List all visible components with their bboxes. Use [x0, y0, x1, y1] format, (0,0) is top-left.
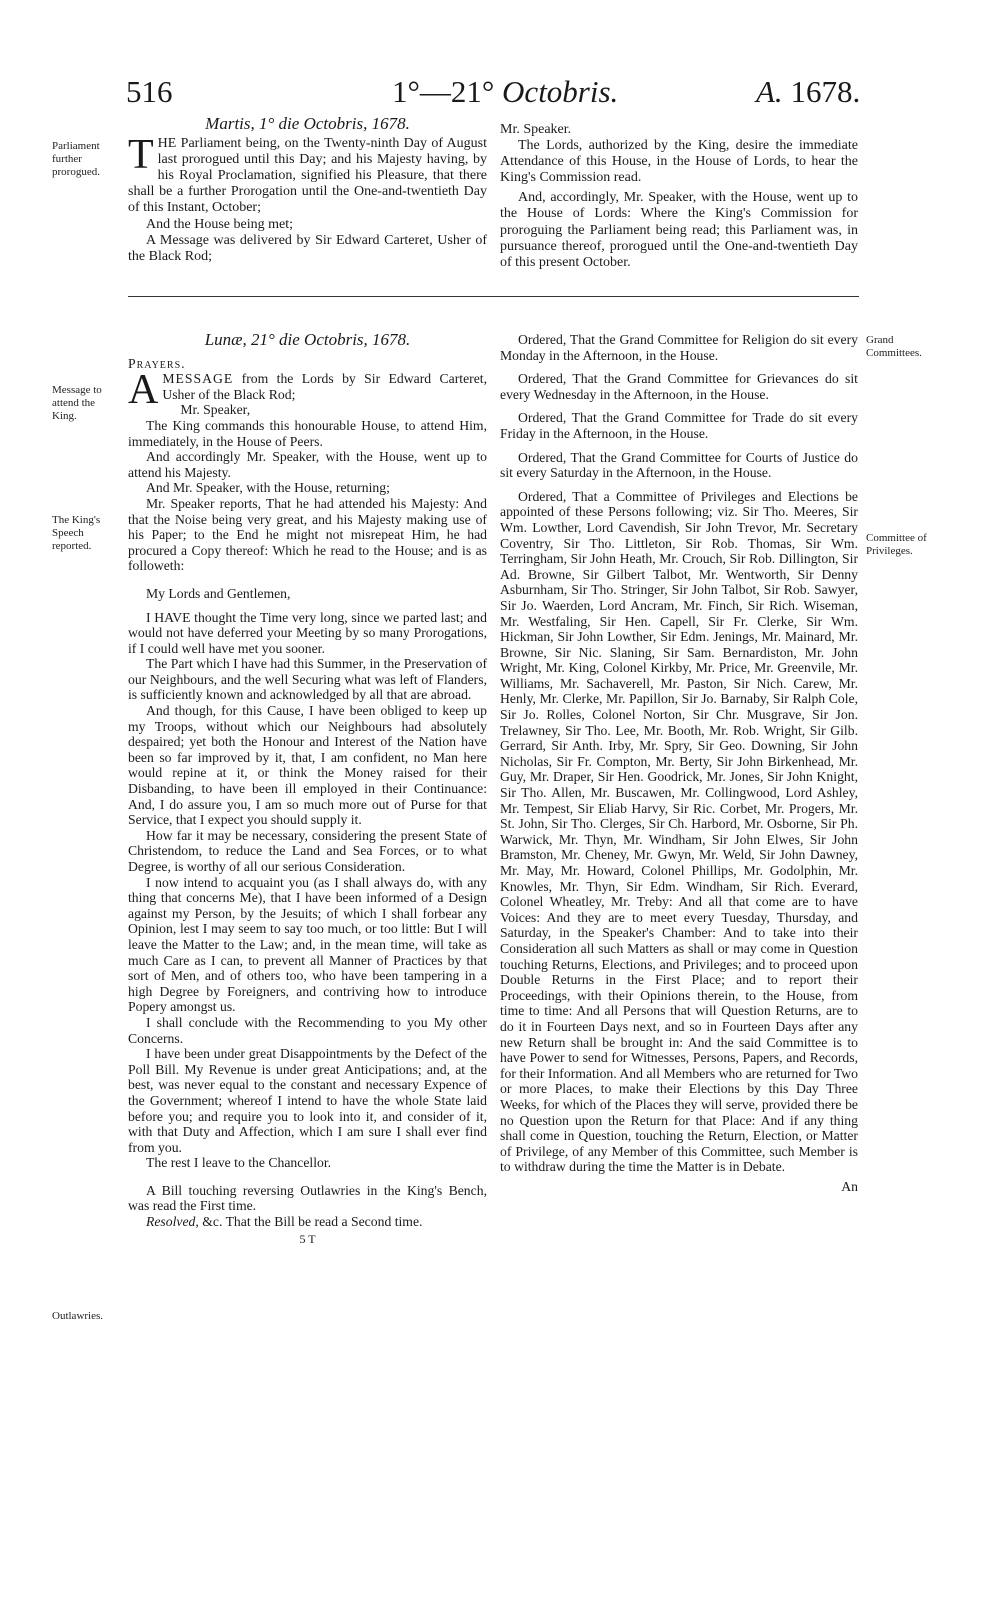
speech-para-3: And though, for this Cause, I have been obliged to keep up my Troops, without which our Neighbours had absolutely despaired; yet both the Honour and Interest of the Nation have been so far improved by it, that, I am confident, no Man here would repine at it, or think the Money raised for their Disbanding, to have been ill employed in their Continuance: And, I do assure you, I am so much more out of Purse for that Service, that I expect you should supply it. [128, 703, 487, 828]
header-year [756, 74, 860, 110]
section1-right-1: Mr. Speaker. [500, 122, 572, 137]
left-para-4: And Mr. Speaker, with the House, returning; [146, 480, 390, 496]
grand-committee-grievances: Ordered, That the Grand Committee for Grievances do sit every Wednesday in the Afternoon, in the House. [500, 371, 858, 402]
speech-para-7: I have been under great Disappointments by the Defect of the Poll Bill. My Revenue is under great Anticipations; and, at the best, was never equal to the constant and necessary Expence of the Government; whereof I intend to have the whole State laid before you; and require you to look into it, and consider of it, with that Duty and Affection, which I am sure I shall ever find from you. [128, 1046, 487, 1155]
section2-heading: Lunæ, 21° die Octobris, 1678. [204, 330, 411, 349]
margin-note-message: Message to attend the King. [52, 384, 102, 422]
header-date-prefix: 1°—21° [392, 74, 495, 109]
section1-paragraph-1: THE Parliament being, on the Twenty-ninth Day of August last prorogued until this Day; and his Majesty having, by his Royal Proclamation, signified his Pleasure, that there shall be a further Prorogation until the One-and-twentieth Day of this Instant, October; [128, 132, 487, 216]
margin-note-outlawries: Outlawries. [52, 1310, 104, 1322]
section1-paragraph-2: And the House being met; [146, 216, 293, 232]
speech-para-2: The Part which I have had this Summer, in the Preservation of our Neighbours, and the well Securing what was left of Flanders, is sufficiently known and acknowledged by all that are abroad. [128, 656, 487, 703]
section1-heading: Martis, 1° die Octobris, 1678. [205, 114, 410, 133]
speech-para-1: I HAVE thought the Time very long, since we parted last; and would not have deferred your Meeting by so many Prorogations, if I could well have met you sooner. [128, 609, 487, 656]
section1-paragraph-3: A Message was delivered by Sir Edward Carteret, Usher of the Black Rod; [128, 232, 487, 264]
header-date-month: Octobris. [502, 74, 619, 109]
speech-salutation: My Lords and Gentlemen, [146, 585, 291, 601]
signature-mark: 5 T [299, 1231, 316, 1246]
margin-note-speech: The King's Speech reported. [52, 514, 101, 552]
left-para-3: And accordingly Mr. Speaker, with the House, went up to attend his Majesty. [128, 449, 487, 480]
speech-para-6: I shall conclude with the Recommending to you My other Concerns. [128, 1014, 487, 1046]
outlawries-para-1: A Bill touching reversing Outlawries in the King's Bench, was read the First time. [128, 1182, 487, 1214]
grand-committee-religion: Ordered, That the Grand Committee for Religion do sit every Monday in the Afternoon, in the House. [500, 332, 858, 363]
section2-right-column [500, 332, 858, 1194]
header-year-value: 1678. [790, 74, 861, 109]
section1-dropcap: T [128, 132, 154, 179]
prayers-label: Prayers. [128, 355, 186, 371]
outlawries-para-2: Resolved, &c. That the Bill be read a Second time. [146, 1214, 423, 1230]
speech-para-5: I now intend to acquaint you (as I shall always do, with any thing that concerns Me), that I have been informed of a Design against my Person, by the Jesuits; of which I shall forbear any Opinion, lest I may seem to say too much, or too little: But I will leave the Matter to the Law; and, in the mean time, will take as much Care as I can, to prevent all Manner of Practices by that sort of Men, and of others too, who have been tampering in a high Degree by Foreigners, and contriving how to introduce Popery amongst us. [128, 874, 487, 1015]
section2-left-column [128, 332, 487, 1247]
speech-para-4: How far it may be necessary, considering the present State of Christendom, to reduce the Land and Sea Forces, or to what Degree, is worthy of all our serious Consideration. [128, 827, 487, 874]
catchword: An [841, 1178, 858, 1194]
margin-note-privileges: Committee of Privileges. [866, 532, 927, 557]
margin-note-parliament: Parliament further prorogued. [52, 140, 100, 178]
section2-dropcap: A [128, 367, 159, 414]
section1-right-column [500, 122, 858, 271]
header-date [392, 74, 618, 110]
committee-of-privileges: Ordered, That a Committee of Privileges and Elections be appointed of these Persons following; viz. Sir Tho. Meeres, Sir Wm. Lowther, Lord Cavendish, Sir John Trevor, Mr. Secretary Coventry, Sir Tho. Littleton, Sir Rob. Thomas, Sir Wm. Terringham, Sir John Heath, Mr. Crouch, Sir Rob. Dillington, Sir Ad. Browne, Sir Gilbert Talbot, Mr. Wentworth, Sir Denny Asburnham, Sir Tho. Stringer, Sir John Talbot, Sir Rob. Sawyer, Sir Jo. Waerden, Lord Ancram, Mr. Finch, Sir Rich. Wiseman, Mr. Westfaling, Sir Hen. Capell, Sir Fr. Clerke, Sir Wm. Hickman, Sir John Lowther, Sir Edm. Jenings, Mr. Mainard, Mr. Browne, Sir Nic. Slaning, Sir Sam. Bernardiston, Mr. John Wright, Mr. King, Colonel Kirkby, Mr. Price, Mr. Greenvile, Mr. Williams, Mr. Sachaverell, Mr. Paston, Sir Nich. Carew, Mr. Henly, Mr. Clerke, Mr. Papillon, Sir Jo. Barnaby, Sir Ralph Cole, Sir Jo. Rolles, Colonel Norton, Sir Chr. Musgrave, Sir Jon. Trelawney, Sir Tho. Lee, Mr. Booth, Mr. Rob. Wright, Sir Gilb. Gerrard, Sir Anth. Irby, Mr. Spry, Sir Geo. Downing, Sir John Nicholas, Sir Fr. Compton, Mr. Berty, Sir John Birkenhead, Mr. Guy, Mr. Draper, Sir Hen. Goodrick, Mr. Jones, Sir John Knight, Sir Tho. Allen, Mr. Buscawen, Mr. Collingwood, Lord Ashley, Mr. Tempest, Sir Eliab Harvy, Sir Ric. Corbet, Mr. Progers, Mr. St. John, Sir Tho. Clerges, Sir Ch. Harbord, Mr. Osborne, Sir Ph. Warwick, Mr. Thyn, Mr. Windham, Sir John Elwes, Sir John Bramston, Mr. Cheney, Mr. Gwyn, Mr. Weld, Sir John Dawney, Mr. May, Mr. Howard, Colonel Phillips, Mr. Godolphin, Mr. Knowles, Mr. Thyn, Sir Edm. Windham, Sir Rich. Everard, Colonel Wheatley, Mr. Treby: And all that come are to have Voices: And they are to meet every Tuesday, Thursday, and Saturday, in the Speaker's Chamber: And to take into their Consideration all such Matters as shall or may come in Question touching Returns, Elections, and Privileges; and to proceed upon Double Returns in the First Place; and to report their Proceedings, with their Opinions therein, to the House, from time to time: And all Persons that will Question Returns, are to do it in Fourteen Days next, and so in Fourteen Days after any new Return shall be brought in: And the said Committee is to have Power to send for Witnesses, Persons, Papers, and Records, for their Information. And all Members who are returned for Two or more Places, to make their Elections by this Day Three Weeks, for which of the Places they will serve, provided there be no Question upon the Return for that Place: And if any thing shall come in Question, touching the Return, Election, or Matter of Privilege, of any Member of this Committee, such Member is to withdraw during the time the Matter is in Debate. [500, 488, 858, 1175]
section1-right-3: And, accordingly, Mr. Speaker, with the House, went up to the House of Lords: Where the King's Commission for proroguing the Parliament being read; this Parliament was, in pursuance thereof, prorogued until the One-and-twentieth Day of this present October. [500, 190, 858, 270]
grand-committee-courts: Ordered, That the Grand Committee for Courts of Justice do sit every Saturday in the Afternoon, in the House. [500, 449, 858, 481]
section-divider [128, 296, 859, 297]
page-number: 516 [126, 74, 173, 109]
header-year-prefix: A. [756, 74, 783, 109]
grand-committee-trade: Ordered, That the Grand Committee for Trade do sit every Friday in the Afternoon, in the House. [500, 410, 858, 441]
left-para-2: The King commands this honourable House, to attend Him, immediately, in the House of Peers. [128, 417, 487, 449]
left-para-1: Mr. Speaker, [180, 402, 251, 418]
section1-right-2: The Lords, authorized by the King, desire the immediate Attendance of this House, in the House of Lords, to hear the King's Commission read. [500, 138, 858, 186]
speech-para-8: The rest I leave to the Chancellor. [146, 1155, 332, 1171]
left-para-5: Mr. Speaker reports, That he had attended his Majesty: And that the Noise being very great, and his Majesty making use of his Paper; to the End he might not misrepeat Him, he had procured a Copy thereof: Which he read to the House; and is as followeth: [128, 495, 487, 574]
section1-left-column [128, 116, 487, 265]
message-paragraph: AMESSAGE from the Lords by Sir Edward Carteret, Usher of the Black Rod; [128, 367, 487, 414]
margin-note-grand: Grand Committees. [866, 334, 922, 359]
